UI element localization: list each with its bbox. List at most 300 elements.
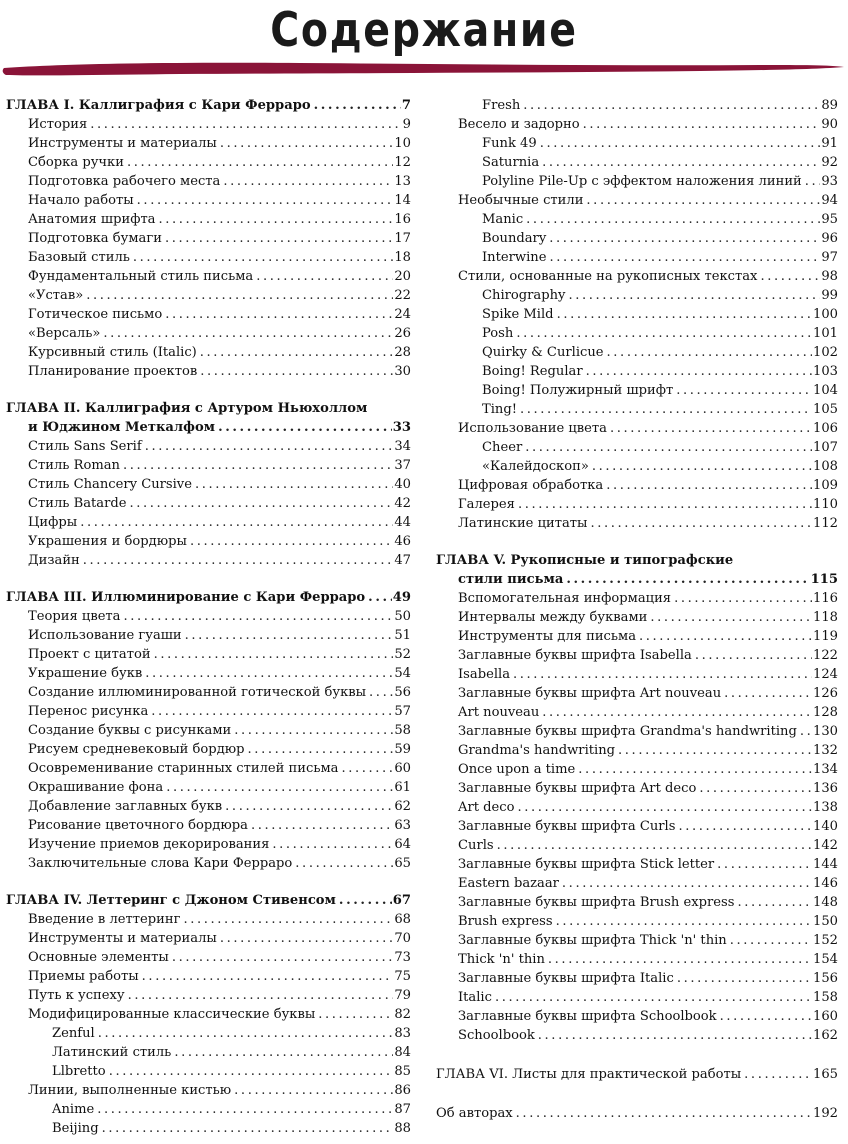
toc-page-number: 63 [394,818,411,833]
toc-entry-title: Цифры [28,515,78,530]
toc-page-number: 28 [394,345,411,360]
dot-leader [606,476,812,495]
toc-chapter-entry [436,1104,838,1123]
toc-entry-title: Заглавные буквы шрифта Curls [458,819,676,834]
toc-page-number: 128 [813,705,838,720]
toc-entry [6,324,411,343]
toc-page-number: 57 [394,704,411,719]
toc-page-number: 150 [813,914,838,929]
dot-leader [368,588,392,607]
toc-page-number: 148 [813,895,838,910]
toc-entry [436,760,838,779]
toc-entry [436,210,838,229]
toc-page-number: 90 [821,117,838,132]
dot-leader [568,286,820,305]
toc-page-number: 104 [813,383,838,398]
toc-entry [436,988,838,1007]
dot-leader [80,513,393,532]
toc-page-number: 144 [813,857,838,872]
toc-entry [6,1024,411,1043]
toc-entry [6,645,411,664]
dot-leader [676,381,812,400]
toc-page-number: 58 [394,723,411,738]
toc-entry-title: Стиль Sans Serif [28,439,142,454]
toc-entry [436,855,838,874]
dot-leader [583,115,821,134]
toc-entry-title: Теория цвета [28,609,121,624]
toc-page-number: 94 [821,193,838,208]
toc-entry-title: Необычные стили [458,193,584,208]
toc-entry [6,115,411,134]
toc-entry [436,400,838,419]
toc-entry-title: Заглавные буквы шрифта Brush express [458,895,735,910]
toc-entry [436,627,838,646]
toc-entry [6,759,411,778]
toc-page-number: 59 [394,742,411,757]
toc-entry-title: Фундаментальный стиль письма [28,269,254,284]
toc-entry [436,779,838,798]
toc-entry-title: Стиль Batarde [28,496,127,511]
dot-leader [172,948,393,967]
toc-page-number: 44 [394,515,411,530]
dot-leader [518,798,813,817]
toc-entry-title: Ting! [482,402,517,417]
toc-entry [436,665,838,684]
toc-entry [6,153,411,172]
toc-page-number: 70 [394,931,411,946]
toc-entry-title: «Устав» [28,288,84,303]
toc-page-number: 49 [392,590,411,605]
toc-entry [436,589,838,608]
toc-entry [436,741,838,760]
toc-page-number: 152 [813,933,838,948]
toc-entry [6,532,411,551]
toc-entry-title: Заглавные буквы шрифта Italic [458,971,674,986]
toc-page-number: 162 [813,1028,838,1043]
toc-entry-title: Латинские цитаты [458,516,588,531]
toc-entry [436,438,838,457]
toc-page-number: 85 [394,1064,411,1079]
dot-leader [165,229,393,248]
toc-page-number: 112 [813,516,838,531]
toc-entry-title: Инструменты для письма [458,629,637,644]
toc-page-number: 33 [392,420,411,435]
toc-entry [6,721,411,740]
toc-page-number: 140 [813,819,838,834]
toc-entry-title: Schoolbook [458,1028,535,1043]
toc-entry-title: Zenful [52,1026,95,1041]
toc-page-number: 12 [394,155,411,170]
toc-entry [6,854,411,873]
brush-stroke-divider [0,58,848,80]
toc-page-number: 7 [401,98,411,113]
toc-entry [436,798,838,817]
toc-entry-title: Posh [482,326,514,341]
toc-entry-title: Проект с цитатой [28,647,151,662]
dot-leader [526,210,820,229]
toc-entry [6,816,411,835]
toc-entry-title: Cheer [482,440,523,455]
toc-entry-title: ГЛАВА VI. Листы для практической работы [436,1067,742,1082]
dot-leader [142,967,394,986]
toc-page-number: 20 [394,269,411,284]
toc-page-number: 52 [394,647,411,662]
toc-page-number: 118 [813,610,838,625]
toc-page-number: 50 [394,609,411,624]
toc-entry [6,172,411,191]
toc-entry [436,305,838,324]
toc-page-number: 156 [813,971,838,986]
toc-chapter-entry [6,399,411,418]
toc-entry-title: Латинский стиль [52,1045,172,1060]
toc-page-number: 103 [813,364,838,379]
toc-entry-title: Окрашивание фона [28,780,164,795]
dot-leader [200,362,393,381]
dot-leader [497,836,812,855]
toc-entry-title: Стиль Roman [28,458,120,473]
toc-entry-title: Interwine [482,250,547,265]
dot-leader [183,910,393,929]
dot-leader [225,797,393,816]
toc-page-number: 119 [813,629,838,644]
toc-page-number: 56 [394,685,411,700]
toc-entry [436,1007,838,1026]
toc-page-number: 75 [394,969,411,984]
toc-entry-title: Beijing [52,1121,99,1136]
toc-page-number: 68 [394,912,411,927]
toc-entry [436,362,838,381]
dot-leader [590,514,812,533]
toc-entry [436,419,838,438]
toc-page-number: 165 [813,1067,838,1082]
toc-entry-title: Chirography [482,288,566,303]
toc-entry [6,456,411,475]
dot-leader [724,684,812,703]
toc-page-number: 47 [394,553,411,568]
dot-leader [513,665,812,684]
dot-leader [130,494,394,513]
toc-entry [6,475,411,494]
toc-page-number: 91 [821,136,838,151]
toc-entry [6,967,411,986]
toc-entry [436,950,838,969]
toc-entry-title: Цифровая обработка [458,478,604,493]
toc-page-number: 22 [394,288,411,303]
toc-page-number: 67 [392,893,411,908]
dot-leader [127,153,393,172]
dot-leader [369,683,393,702]
toc-entry-title: ГЛАВА I. Каллиграфия с Кари Ферраро [6,98,311,113]
dot-leader [218,418,392,437]
toc-left-column [6,96,411,1138]
toc-entry-title: Заглавные буквы шрифта Thick 'n' thin [458,933,727,948]
toc-entry [436,912,838,931]
dot-leader [540,134,821,153]
dot-leader [145,437,394,456]
dot-leader [730,931,812,950]
dot-leader [548,950,812,969]
dot-leader [137,191,394,210]
toc-page-number: 26 [394,326,411,341]
toc-entry-title: Italic [458,990,492,1005]
toc-entry [6,986,411,1005]
toc-page-number: 17 [394,231,411,246]
toc-entry-title: Art nouveau [458,705,540,720]
toc-entry-title: Готическое письмо [28,307,163,322]
toc-entry [6,286,411,305]
toc-page-number: 88 [394,1121,411,1136]
toc-entry-title: Линии, выполненные кистью [28,1083,232,1098]
toc-page-number: 107 [813,440,838,455]
toc-page-number: 134 [813,762,838,777]
toc-page-number: 14 [394,193,411,208]
toc-entry-title: ГЛАВА V. Рукописные и типографские [436,553,734,568]
toc-entry-title: Инструменты и материалы [28,136,217,151]
dot-leader [223,172,393,191]
dot-leader [538,1026,812,1045]
dot-leader [90,115,401,134]
page-title: Содержание [270,3,578,58]
toc-entry [436,96,838,115]
toc-entry-title: Перенос рисунка [28,704,149,719]
dot-leader [174,1043,393,1062]
dot-leader [86,286,393,305]
dot-leader [695,646,812,665]
toc-entry [436,646,838,665]
dot-leader [578,760,812,779]
toc-entry-title: Вспомогательная информация [458,591,672,606]
toc-entry [436,153,838,172]
dot-leader [610,419,812,438]
toc-entry-title: Об авторах [436,1106,513,1121]
toc-page-number: 9 [402,117,411,132]
toc-entry-title: Spike Mild [482,307,554,322]
toc-entry-title: Заглавные буквы шрифта Stick letter [458,857,715,872]
toc-entry [6,343,411,362]
dot-leader [760,267,820,286]
toc-page-number: 30 [394,364,411,379]
dot-leader [618,741,812,760]
toc-entry-title: Fresh [482,98,521,113]
dot-leader [166,778,393,797]
toc-page-number: 54 [394,666,411,681]
toc-entry-title: Создание буквы с рисунками [28,723,232,738]
dot-leader [525,438,812,457]
toc-page-number: 116 [813,591,838,606]
toc-entry [6,191,411,210]
toc-page-number: 16 [394,212,411,227]
dot-leader [102,1119,394,1138]
dot-leader [128,986,394,1005]
toc-page-number: 13 [394,174,411,189]
toc-entry [6,229,411,248]
dot-leader [339,891,392,910]
toc-entry [6,929,411,948]
toc-page-number: 79 [394,988,411,1003]
dot-leader [586,191,820,210]
toc-entry [6,1100,411,1119]
toc-entry-title: Создание иллюминированной готической буквы [28,685,367,700]
toc-entry [6,1081,411,1100]
toc-entry-title: Осовременивание старинных стилей письма [28,761,339,776]
toc-page-number: 102 [813,345,838,360]
toc-page-number: 99 [821,288,838,303]
dot-leader [650,608,812,627]
toc-entry [436,115,838,134]
dot-leader [744,1065,812,1084]
toc-entry-title: Eastern bazaar [458,876,559,891]
toc-entry [436,343,838,362]
toc-page-number: 24 [394,307,411,322]
toc-entry-title: Начало работы [28,193,134,208]
dot-leader [737,893,812,912]
toc-page-number: 93 [821,174,838,189]
toc-entry-title: Art deco [458,800,515,815]
toc-right-column [436,96,838,1123]
dot-leader [557,305,812,324]
toc-page-number: 83 [394,1026,411,1041]
dot-leader [220,134,394,153]
dot-leader [800,722,812,741]
toc-chapter-entry [436,551,838,570]
toc-entry [436,570,838,589]
dot-leader [318,1005,393,1024]
dot-leader [542,153,820,172]
toc-entry-title: Использование гуаши [28,628,182,643]
toc-page-number: 98 [821,269,838,284]
toc-entry [436,286,838,305]
toc-entry [436,514,838,533]
dot-leader [805,172,821,191]
toc-page-number: 42 [394,496,411,511]
dot-leader [341,759,393,778]
dot-leader [97,1100,393,1119]
toc-page-number: 138 [813,800,838,815]
dot-leader [234,1081,393,1100]
toc-page-number: 110 [813,497,838,512]
toc-page-number: 108 [813,459,838,474]
dot-leader [720,1007,812,1026]
toc-entry-title: ГЛАВА III. Иллюминирование с Кари Ферраро [6,590,366,605]
toc-entry-title: Анатомия шрифта [28,212,156,227]
toc-page-number: 101 [813,326,838,341]
toc-entry [6,835,411,854]
dot-leader [83,551,394,570]
toc-page-number: 124 [813,667,838,682]
dot-leader [123,456,393,475]
dot-leader [495,988,812,1007]
toc-entry-title: Введение в леттеринг [28,912,181,927]
toc-entry-title: Boing! Regular [482,364,583,379]
toc-entry-title: «Калейдоскоп» [482,459,589,474]
toc-entry [436,267,838,286]
toc-chapter-entry [436,1065,838,1084]
toc-entry-title: Заглавные буквы шрифта Art deco [458,781,697,796]
toc-entry [436,229,838,248]
toc-entry [6,664,411,683]
toc-entry-title: Весело и задорно [458,117,580,132]
toc-entry-title: Saturnia [482,155,540,170]
toc-page-number: 92 [821,155,838,170]
dot-leader [200,343,394,362]
toc-entry [6,513,411,532]
toc-chapter-entry [6,891,411,910]
toc-entry-title: Галерея [458,497,515,512]
toc-page-number: 132 [813,743,838,758]
toc-entry [6,418,411,437]
toc-entry-title: Основные элементы [28,950,169,965]
toc-page-number: 136 [813,781,838,796]
toc-entry-title: Thick 'n' thin [458,952,545,967]
toc-entry [6,362,411,381]
dot-leader [195,475,393,494]
toc-entry [6,248,411,267]
toc-page-number: 40 [394,477,411,492]
toc-entry-title: Grandma's handwriting [458,743,616,758]
dot-leader [717,855,812,874]
toc-entry-title: Стили, основанные на рукописных текстах [458,269,758,284]
toc-entry-title: Anime [52,1102,95,1117]
toc-page-number: 160 [813,1009,838,1024]
toc-entry [6,1043,411,1062]
dot-leader [133,248,393,267]
dot-leader [256,267,393,286]
toc-entry-title: Подготовка рабочего места [28,174,221,189]
dot-leader [549,229,820,248]
toc-page-number: 82 [394,1007,411,1022]
toc-entry [6,1005,411,1024]
dot-leader [556,912,812,931]
toc-entry [436,874,838,893]
toc-entry-title: Brush express [458,914,553,929]
dot-leader [549,248,820,267]
dot-leader [185,626,394,645]
toc-entry [6,551,411,570]
toc-entry-title: Curls [458,838,494,853]
toc-entry-title: Рисование цветочного бордюра [28,818,248,833]
dot-leader [566,570,809,589]
toc-entry [6,210,411,229]
toc-entry-title: Заключительные слова Кари Ферраро [28,856,293,871]
toc-entry [6,740,411,759]
toc-entry [436,969,838,988]
dot-leader [295,854,393,873]
toc-entry [436,172,838,191]
toc-page-number: 106 [813,421,838,436]
toc-page-number: 64 [394,837,411,852]
toc-page-number: 158 [813,990,838,1005]
toc-entry-title: Boing! Полужирный шрифт [482,383,674,398]
dot-leader [165,305,393,324]
toc-page-number: 96 [821,231,838,246]
toc-entry-title: стили письма [458,572,564,587]
toc-entry [436,381,838,400]
toc-entry-title: Заглавные буквы шрифта Isabella [458,648,692,663]
dot-leader [220,929,394,948]
dot-leader [678,817,812,836]
toc-entry [6,778,411,797]
toc-entry-title: Путь к успеху [28,988,125,1003]
toc-entry-title: Инструменты и материалы [28,931,217,946]
toc-page-number: 84 [394,1045,411,1060]
toc-entry [436,931,838,950]
toc-page-number: 95 [821,212,838,227]
toc-entry-title: ГЛАВА IV. Леттеринг с Джоном Стивенсом [6,893,336,908]
toc-entry-title: Украшения и бордюры [28,534,187,549]
toc-page-number: 100 [813,307,838,322]
dot-leader [639,627,812,646]
toc-page-number: 51 [394,628,411,643]
